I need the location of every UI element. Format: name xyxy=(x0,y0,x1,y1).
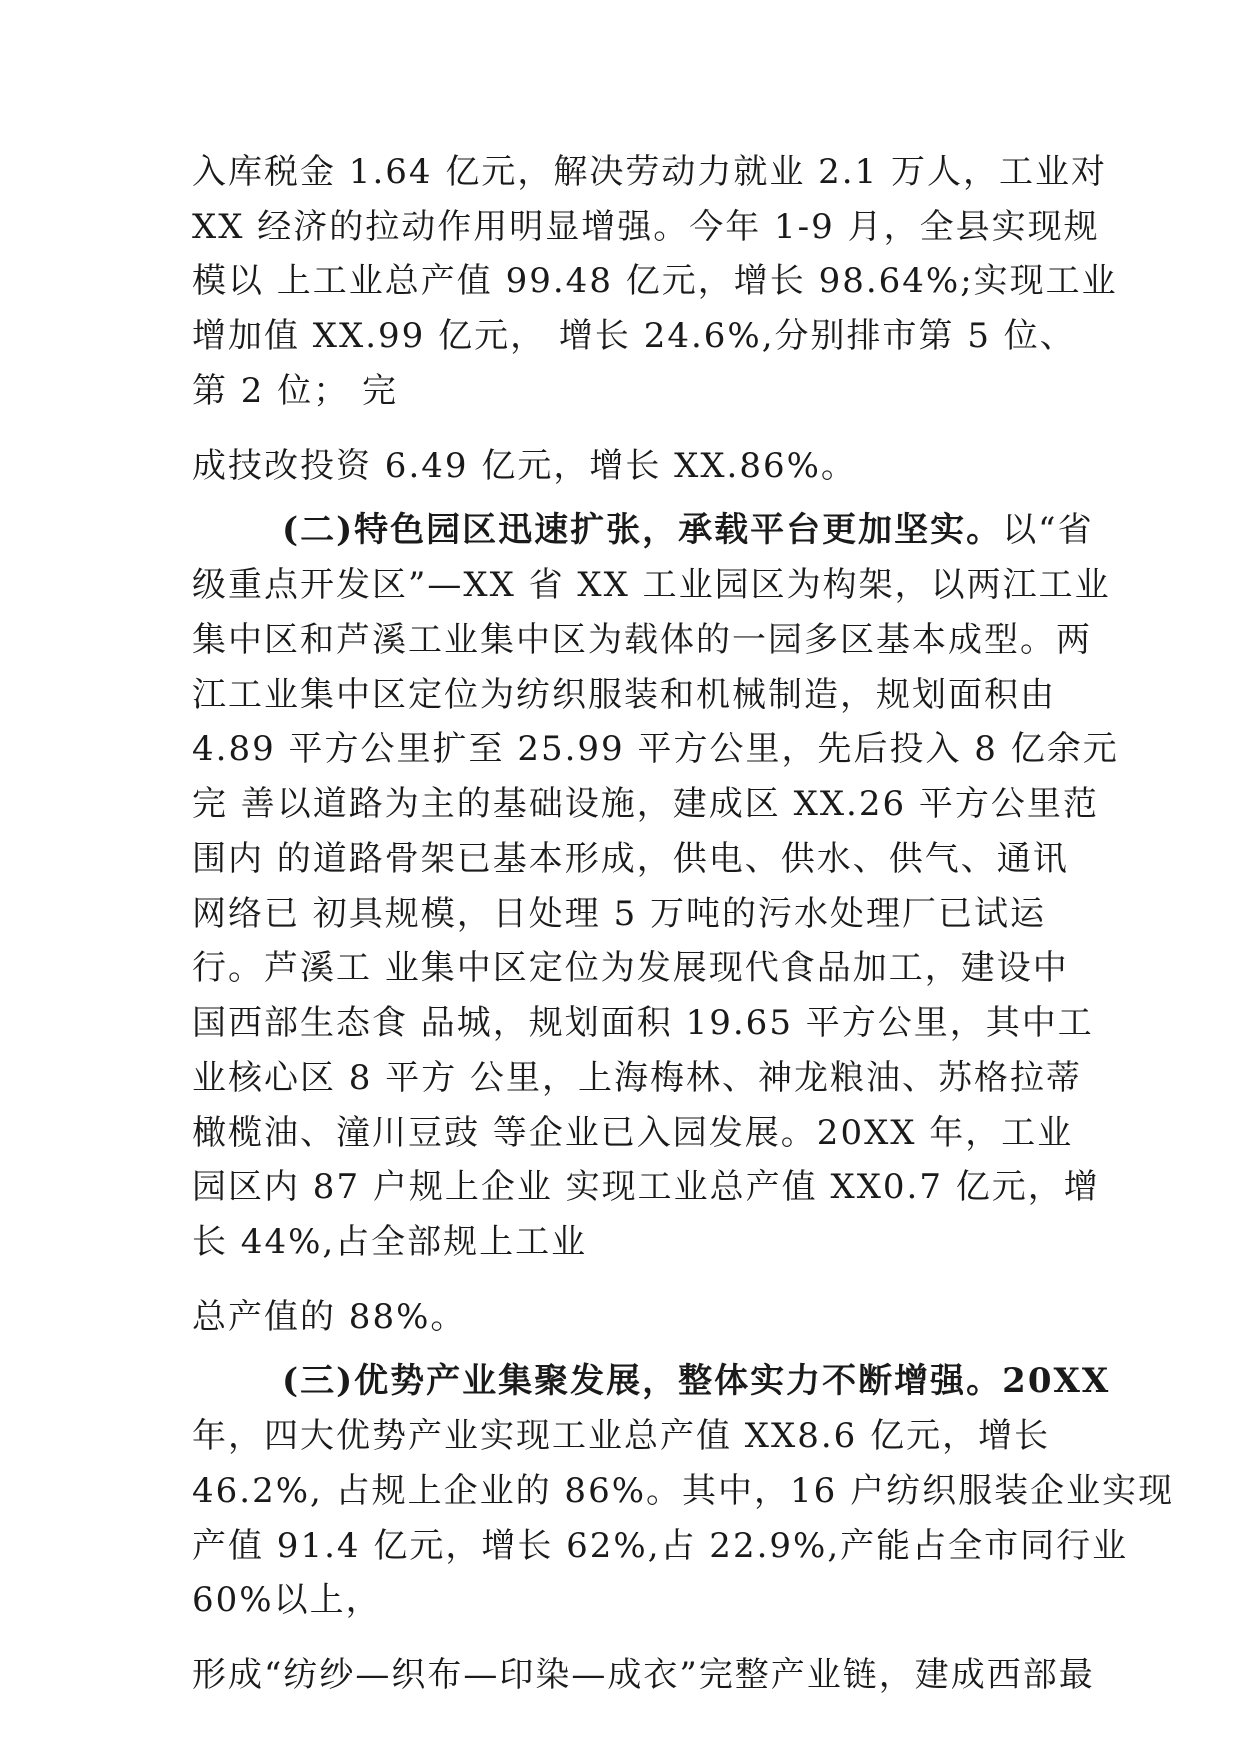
body-line: 第 2 位； 完 xyxy=(192,371,399,411)
body-line: 国西部生态食 品城，规划面积 19.65 平方公里，其中工 xyxy=(192,1003,1094,1043)
body-line: 围内 的道路骨架已基本形成，供电、供水、供气、通讯 xyxy=(192,839,1069,879)
body-line: 行。芦溪工 业集中区定位为发展现代食品加工，建设中 xyxy=(192,948,1069,988)
body-text: 以“省 xyxy=(1002,510,1094,550)
body-line: XX 经济的拉动作用明显增强。今年 1-9 月，全县实现规 xyxy=(192,207,1100,247)
body-line: 年，四大优势产业实现工业总产值 XX8.6 亿元，增长 xyxy=(192,1416,1051,1456)
body-line: 网络已 初具规模，日处理 5 万吨的污水处理厂已试运 xyxy=(192,894,1047,934)
body-line: 形成“纺纱—织布—印染—成衣”完整产业链，建成西部最 xyxy=(192,1655,1095,1695)
body-line: 长 44%,占全部规上工业 xyxy=(192,1222,588,1262)
body-line: 46.2%, 占规上企业的 86%。其中，16 户纺织服装企业实现 xyxy=(192,1471,1175,1511)
body-line: 总产值的 88%。 xyxy=(192,1297,467,1337)
section-heading-line xyxy=(282,510,1094,550)
body-line: 入库税金 1.64 亿元，解决劳动力就业 2.1 万人，工业对 xyxy=(192,152,1108,192)
section-heading-3: (三)优势产业集聚发展，整体实力不断增强。20XX xyxy=(282,1361,1111,1401)
body-line: 集中区和芦溪工业集中区为载体的一园多区基本成型。两 xyxy=(192,620,1092,660)
body-line: 增加值 XX.99 亿元， 增长 24.6%,分别排市第 5 位、 xyxy=(192,316,1076,356)
body-line: 橄榄油、潼川豆豉 等企业已入园发展。20XX 年，工业 xyxy=(192,1113,1074,1153)
body-line: 产值 91.4 亿元，增长 62%,占 22.9%,产能占全市同行业 xyxy=(192,1526,1129,1566)
body-line: 园区内 87 户规上企业 实现工业总产值 XX0.7 亿元，增 xyxy=(192,1167,1100,1207)
body-line: 完 善以道路为主的基础设施，建成区 XX.26 平方公里范 xyxy=(192,784,1099,824)
body-line: 级重点开发区”—XX 省 XX 工业园区为构架，以两江工业 xyxy=(192,565,1111,605)
body-line: 业核心区 8 平方 公里，上海梅林、神龙粮油、苏格拉蒂 xyxy=(192,1058,1083,1098)
body-line: 模以 上工业总产值 99.48 亿元，增长 98.64%;实现工业 xyxy=(192,261,1118,301)
body-line: 60%以上， xyxy=(192,1580,382,1620)
section-heading-2: (二)特色园区迅速扩张，承载平台更加坚实。 xyxy=(282,510,1003,550)
body-line: 江工业集中区定位为纺织服装和机械制造，规划面积由 xyxy=(192,675,1056,715)
body-line: 4.89 平方公里扩至 25.99 平方公里，先后投入 8 亿余元 xyxy=(192,729,1119,769)
body-line: 成技改投资 6.49 亿元，增长 XX.86%。 xyxy=(192,446,857,486)
